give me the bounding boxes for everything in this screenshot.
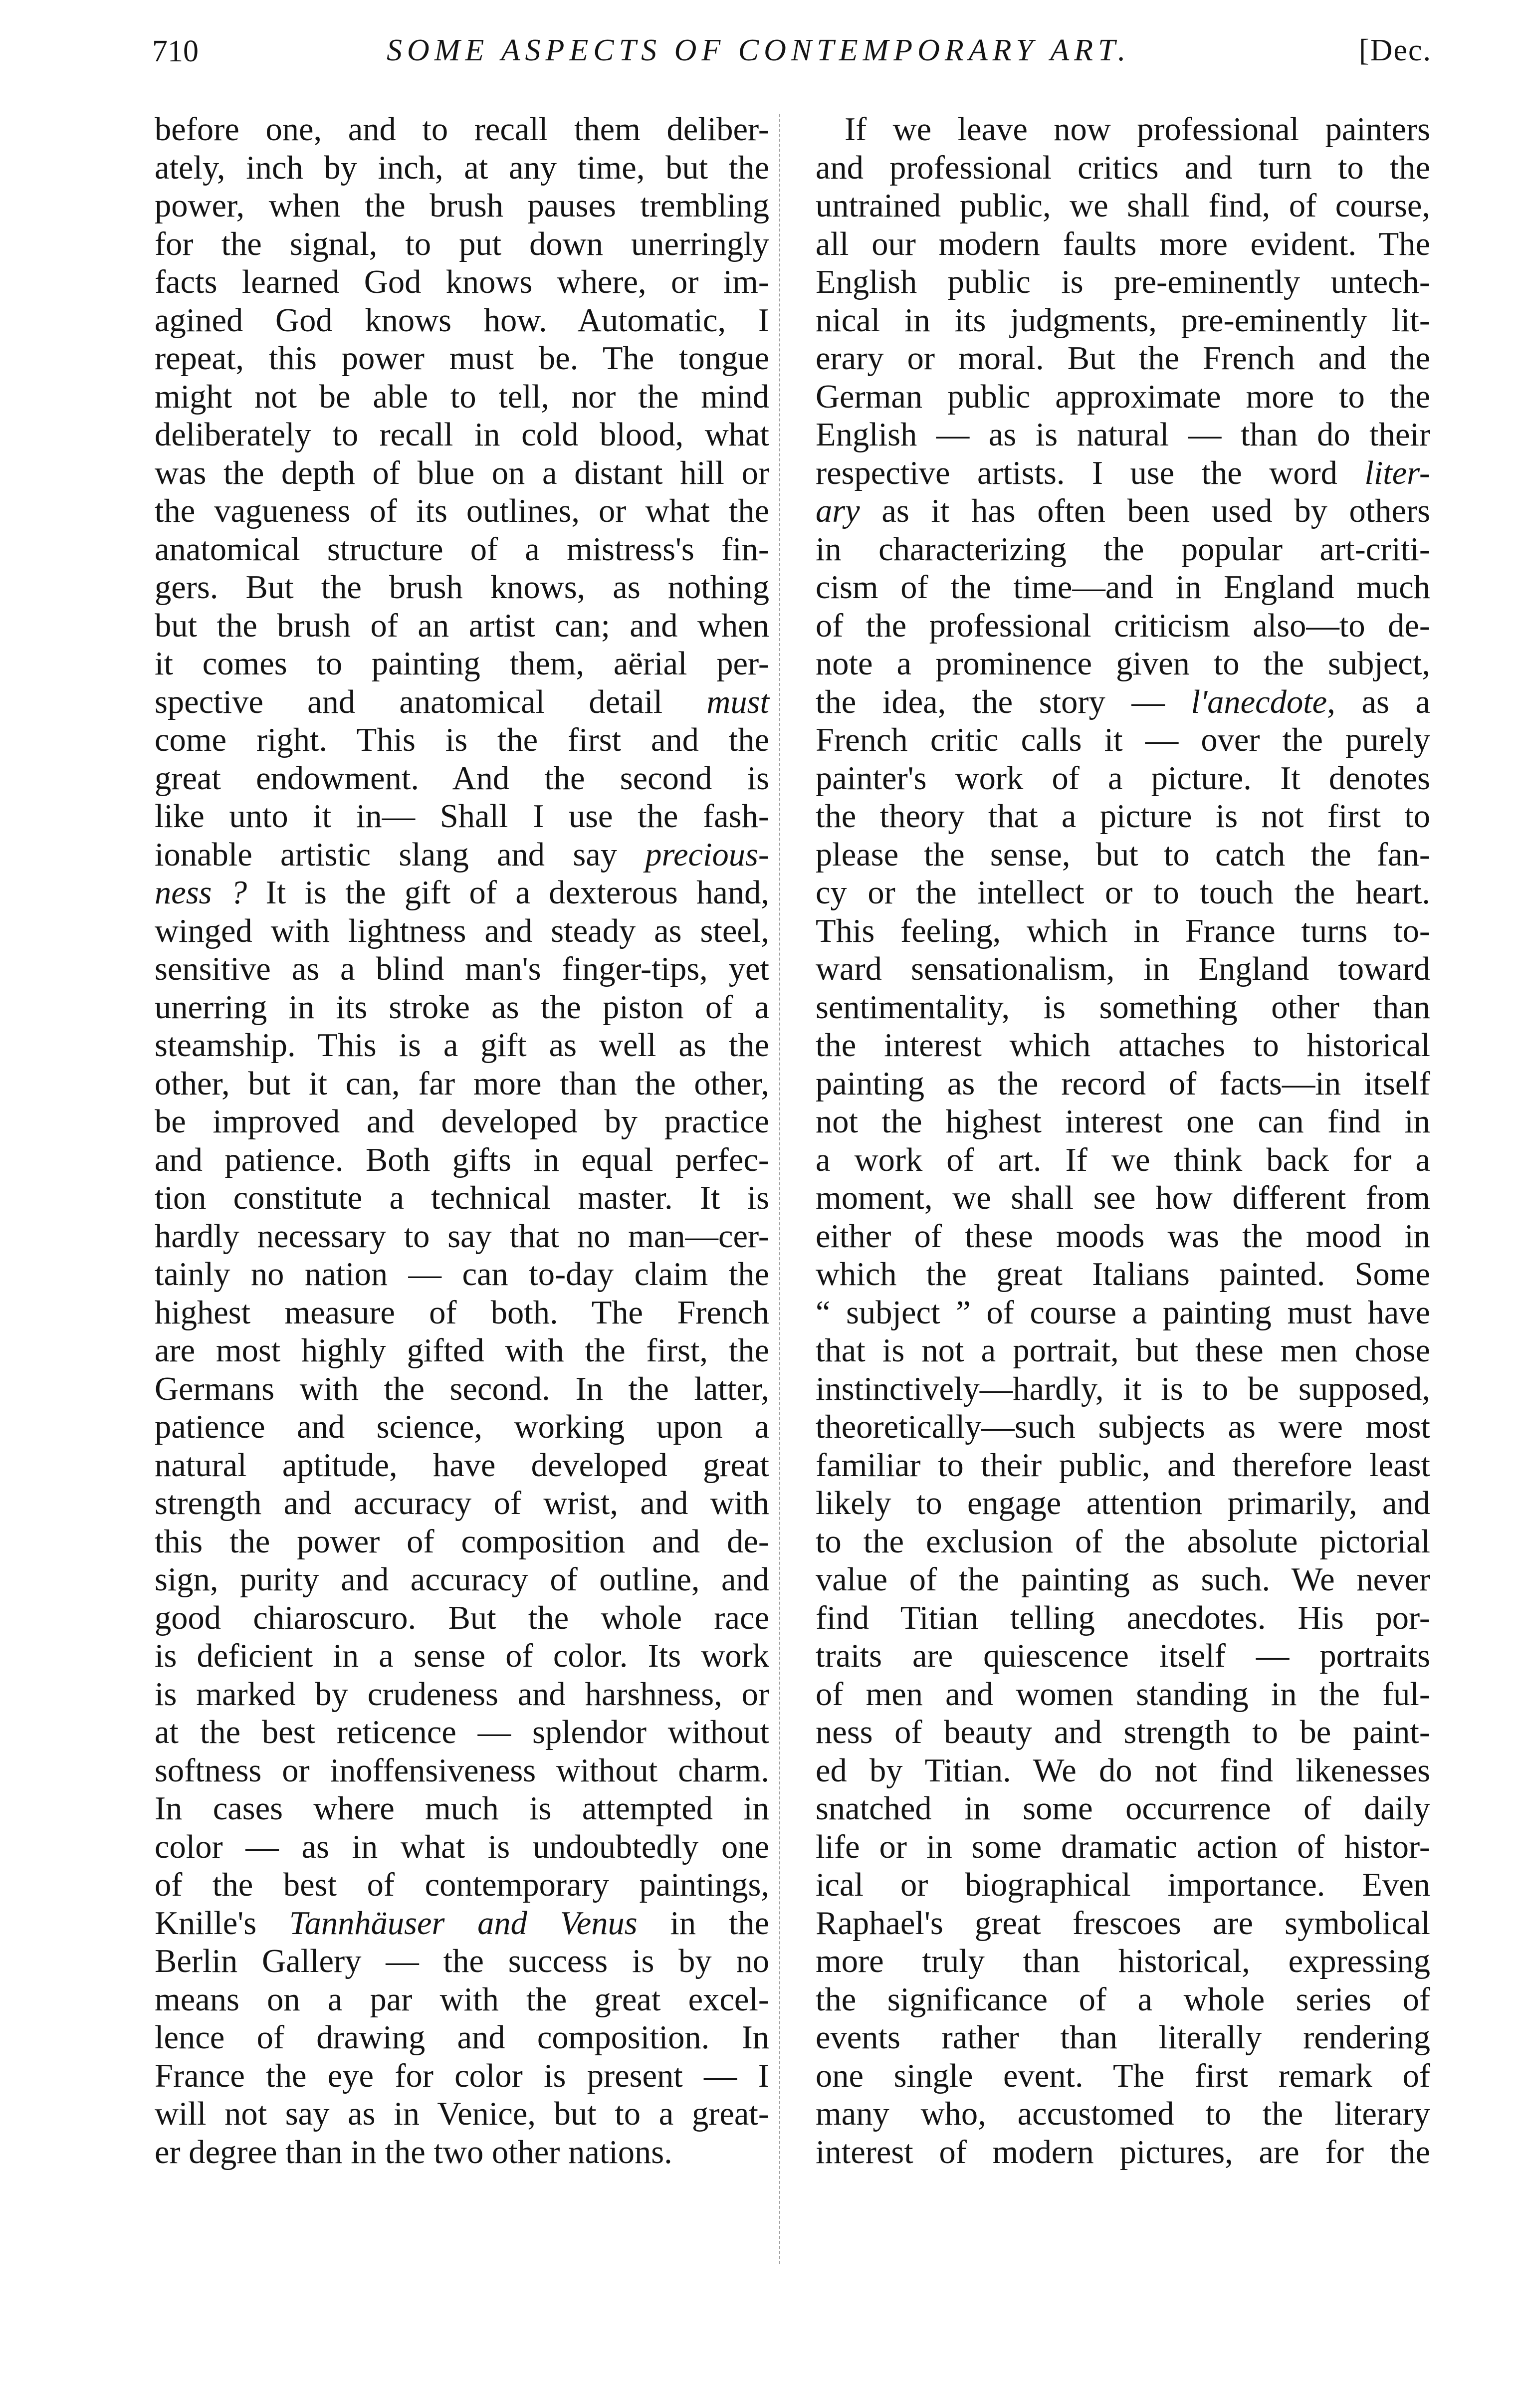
italic-text: must [706,683,769,720]
text-line: theoretically—such subjects as were most [816,1409,1430,1445]
text-line: lence of drawing and composition. In [155,2019,769,2056]
text-line: steamship. This is a gift as well as the [155,1027,769,1064]
text-line: power, when the brush pauses trembling [155,188,769,224]
text-line: painter's work of a picture. It denotes [816,760,1430,797]
text-line: patience and science, working upon a [155,1409,769,1445]
text-line: find Titian telling anecdotes. His por- [816,1599,1430,1636]
text-line [816,454,1430,493]
text-line [816,492,1430,531]
text-line: strength and accuracy of wrist, and with [155,1485,769,1522]
text-line: unerring in its stroke as the piston of a [155,989,769,1026]
text-line: one single event. The first remark of [816,2057,1430,2094]
column-divider [779,114,780,2264]
text-line: ed by Titian. We do not find likenesses [816,1752,1430,1789]
text-line: might not be able to tell, nor the mind [155,378,769,415]
running-header [152,30,1432,80]
text-line: snatched in some occurrence of daily [816,1790,1430,1827]
text-line: for the signal, to put down unerringly [155,225,769,262]
left-column [155,111,769,2172]
text-line: which the great Italians painted. Some [816,1256,1430,1293]
text-line: cy or the intellect or to touch the heart. [816,875,1430,911]
text-line: of the best of contemporary paintings, [155,1867,769,1903]
text-line: ical or biographical importance. Even [816,1867,1430,1903]
text-line: color — as in what is undoubtedly one [155,1828,769,1865]
text-line [155,683,769,722]
text-line: life or in some dramatic action of histor- [816,1828,1430,1865]
text-line: agined God knows how. Automatic, I [155,302,769,339]
text-line: value of the painting as such. We never [816,1561,1430,1598]
text-line: that is not a portrait, but these men chose [816,1332,1430,1369]
text-line: be improved and developed by practice [155,1103,769,1140]
text-line: and professional critics and turn to the [816,149,1430,186]
text-line: facts learned God knows where, or im- [155,264,769,300]
text-line: was the depth of blue on a distant hill or [155,454,769,491]
text-line: note a prominence given to the subject, [816,646,1430,682]
text-line: Germans with the second. In the latter, [155,1370,769,1407]
text-line: cism of the time—and in England much [816,569,1430,606]
text-line: is marked by crudeness and harshness, or [155,1676,769,1713]
text-line: like unto it in— Shall I use the fash- [155,798,769,835]
text-line: natural aptitude, have developed great [155,1447,769,1484]
text-line: tainly no nation — can to-day claim the [155,1256,769,1293]
text-line: traits are quiescence itself — portraits [816,1638,1430,1674]
text-line: more truly than historical, expressing [816,1943,1430,1979]
text-line: English — as is natural — than do their [816,417,1430,453]
right-column [816,111,1430,2172]
text-line: ness of beauty and strength to be paint- [816,1714,1430,1751]
page-number: 710 [152,34,199,68]
text-line: This feeling, which in France turns to- [816,912,1430,949]
text-line: the theory that a picture is not first to [816,798,1430,835]
text-line: interest of modern pictures, are for the [816,2134,1430,2171]
italic-text: Tannhäuser and Venus [289,1905,638,1942]
text-line: English public is pre-eminently untech- [816,264,1430,300]
text-line: moment, we shall see how different from [816,1180,1430,1216]
italic-text: l'anecdote [1191,683,1327,720]
text-line: and patience. Both gifts in equal perfec- [155,1141,769,1178]
text-line: sign, purity and accuracy of outline, and [155,1561,769,1598]
text-run: the idea, the story — [816,683,1191,720]
text-line: good chiaroscuro. But the whole race [155,1599,769,1636]
text-line: a work of art. If we think back for a [816,1141,1430,1178]
text-line: are most highly gifted with the first, the [155,1332,769,1369]
text-line: winged with lightness and steady as steel, [155,912,769,949]
text-line: sensitive as a blind man's finger-tips, yet [155,951,769,987]
text-line: ward sensationalism, in England toward [816,951,1430,987]
text-line: tion constitute a technical master. It is [155,1180,769,1216]
text-line: is deficient in a sense of color. Its work [155,1638,769,1674]
text-line: either of these moods was the mood in [816,1218,1430,1255]
text-run: Knille's [155,1905,289,1942]
text-line: this the power of composition and de- [155,1523,769,1560]
italic-text: ary [816,493,860,529]
text-line: of men and women standing in the ful- [816,1676,1430,1713]
running-title: SOME ASPECTS OF CONTEMPORARY ART. [387,33,1131,67]
text-line: repeat, this power must be. The tongue [155,340,769,377]
text-run: ionable artistic slang and say [155,836,646,873]
text-line: familiar to their public, and therefore least [816,1447,1430,1484]
text-line: means on a par with the great excel- [155,1981,769,2018]
text-line: Berlin Gallery — the success is by no [155,1943,769,1979]
text-line [155,1905,769,1943]
text-run: It is the gift of a dexterous hand, [247,875,769,911]
text-line: instinctively—hardly, it is to be supposed, [816,1370,1430,1407]
text-line: to the exclusion of the absolute pictorial [816,1523,1430,1560]
issue-month: [Dec. [1359,33,1432,67]
text-line: erary or moral. But the French and the [816,340,1430,377]
text-run: , as a [1327,683,1430,720]
text-line: sentimentality, is something other than [816,989,1430,1026]
text-line: softness or inoffensiveness without charm. [155,1752,769,1789]
text-line: Raphael's great frescoes are symbolical [816,1905,1430,1942]
text-line: er degree than in the two other nations. [155,2134,672,2171]
text-line: it comes to painting them, aërial per- [155,646,769,682]
text-line: but the brush of an artist can; and when [155,607,769,644]
text-line: gers. But the brush knows, as nothing [155,569,769,606]
text-line: highest measure of both. The French [155,1294,769,1331]
text-line: at the best reticence — splendor without [155,1714,769,1751]
text-line: painting as the record of facts—in itself [816,1065,1430,1102]
text-line: untrained public, we shall find, of course, [816,188,1430,224]
text-line: in characterizing the popular art-criti- [816,531,1430,568]
text-run: respective artists. I use the word [816,454,1365,491]
text-line: of the professional criticism also—to de- [816,607,1430,644]
text-line: If we leave now professional painters [845,111,1430,148]
italic-text: ness ? [155,875,247,911]
text-line: the significance of a whole series of [816,1981,1430,2018]
text-line: French critic calls it — over the purely [816,722,1430,758]
text-line: please the sense, but to catch the fan- [816,836,1430,873]
text-line: not the highest interest one can find in [816,1103,1430,1140]
text-line: great endowment. And the second is [155,760,769,797]
text-line: the vagueness of its outlines, or what the [155,493,769,529]
text-run: spective and anatomical detail [155,683,707,720]
text-line: “ subject ” of course a painting must have [816,1294,1430,1331]
text-line: ately, inch by inch, at any time, but the [155,149,769,186]
text-line: likely to engage attention primarily, and [816,1485,1430,1522]
text-line: all our modern faults more evident. The [816,225,1430,262]
text-line: anatomical structure of a mistress's fin- [155,531,769,568]
text-line: hardly necessary to say that no man—cer- [155,1218,769,1255]
text-run: in the [637,1905,769,1942]
text-line [816,683,1430,722]
text-line [155,874,769,912]
text-run: as it has often been used by others [860,493,1430,529]
text-line: many who, accustomed to the literary [816,2096,1430,2132]
text-line: will not say as in Venice, but to a great- [155,2096,769,2132]
text-line: German public approximate more to the [816,378,1430,415]
text-line: deliberately to recall in cold blood, what [155,417,769,453]
text-line: events rather than literally rendering [816,2019,1430,2056]
text-line: come right. This is the first and the [155,722,769,758]
italic-text: liter- [1364,454,1430,491]
italic-text: precious- [645,836,769,873]
text-line: the interest which attaches to historical [816,1027,1430,1064]
text-line: nical in its judgments, pre-eminently lit- [816,302,1430,339]
text-line: In cases where much is attempted in [155,1790,769,1827]
text-line: other, but it can, far more than the other, [155,1065,769,1102]
text-line: before one, and to recall them deliber- [155,111,769,148]
text-line [155,836,769,875]
text-line: France the eye for color is present — I [155,2057,769,2094]
